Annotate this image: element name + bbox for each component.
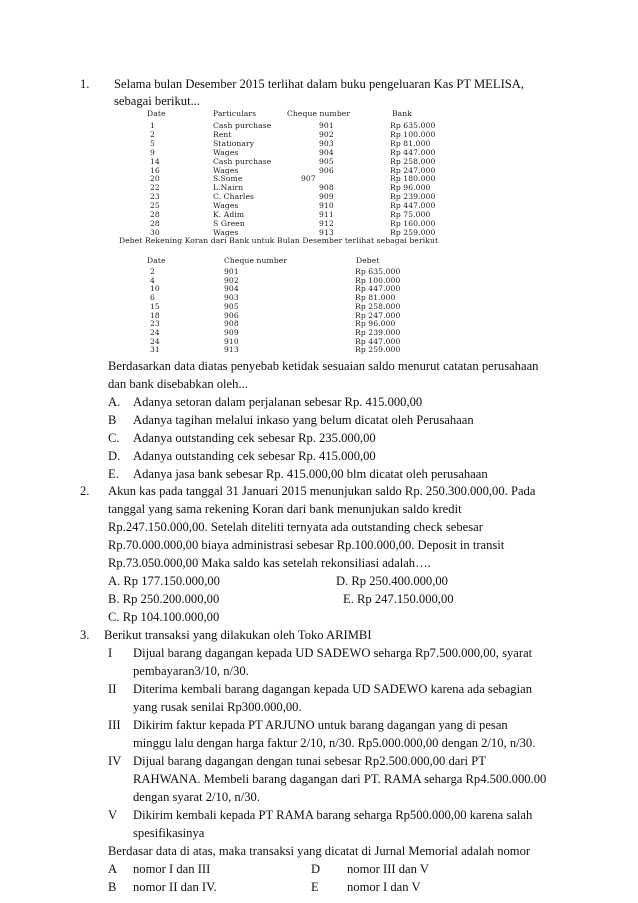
- q3-item-1-line-1: Dijual barang dagangan kepada UD SADEWO seharga Rp7.500.000,00, syarat: [133, 646, 533, 660]
- t2-header-debet: Debet: [356, 256, 380, 265]
- t1-header-bank: Bank: [392, 109, 412, 118]
- q3-item-4-line-3: dengan syarat 2/10, n/30.: [133, 790, 260, 804]
- t2-cell: 902: [224, 275, 239, 285]
- q3-item-4-roman: IV: [108, 754, 122, 768]
- q2-option-b: B. Rp 250.200.000,00: [108, 592, 220, 606]
- t2-header-date: Date: [147, 256, 166, 265]
- q3-item-1-line-2: pembayaran3/10, n/30.: [133, 664, 249, 678]
- q1-option-e-text: Adanya jasa bank sebesar Rp. 415.000,00 blm dicatat oleh perusahaan: [133, 467, 488, 481]
- t2-cell: 10: [150, 284, 160, 294]
- q3-option-d-text: nomor III dan V: [347, 862, 429, 876]
- q2-line-1: Akun kas pada tanggal 31 Januari 2015 menunjukan saldo Rp. 250.300.000,00. Pada: [108, 484, 536, 498]
- t1-cell: Wages: [213, 147, 239, 157]
- t2-cell: Rp 247.000: [355, 310, 401, 320]
- q1-option-c-letter: C.: [108, 431, 120, 445]
- q3-item-1-roman: I: [108, 646, 113, 660]
- t1-cell: C. Charles: [213, 192, 255, 202]
- t2-header-cheque: Cheque number: [224, 256, 288, 265]
- t1-cell: 16: [150, 165, 160, 175]
- t2-cell: 6: [150, 293, 155, 303]
- q3-option-a-text: nomor I dan III: [133, 862, 211, 876]
- q3-item-2-line-1: Diterima kembali barang dagangan kepada UD SADEWO karena ada sebagian: [133, 682, 532, 696]
- q3-option-b-letter: B: [108, 880, 117, 894]
- q3-option-e-text: nomor I dan V: [347, 880, 421, 894]
- t1-cell: 28: [150, 210, 160, 219]
- q3-intro: Berikut transaksi yang dilakukan oleh Toko ARIMBI: [104, 628, 372, 642]
- q2-option-e: E. Rp 247.150.000,00: [343, 592, 454, 606]
- t1-cell: 2: [150, 129, 155, 139]
- t2-cell: Rp 239.000: [355, 327, 401, 337]
- q1-option-d-text: Adanya outstanding cek sebesar Rp. 415.000,00: [133, 449, 376, 463]
- t1-cell: 907: [301, 174, 316, 184]
- t1-cell: K. Adim: [213, 210, 245, 219]
- t2-cell: 910: [224, 336, 239, 346]
- q1-stem-2: dan bank disebabkan oleh...: [108, 377, 248, 391]
- q1-stem-1: Berdasarkan data diatas penyebab ketidak sesuaian saldo menurut catatan perusahaan: [108, 359, 539, 373]
- q1-line-2: sebagai berikut...: [114, 94, 201, 108]
- t1-cell: Rp 100.000: [390, 129, 436, 139]
- q3-item-5-line-2: spesifikasinya: [133, 826, 205, 840]
- t1-header-date: Date: [147, 109, 166, 118]
- t1-cell: Rp 259.000: [390, 227, 436, 237]
- t1-cell: Rp 447.000: [390, 201, 436, 211]
- t2-cell: Rp 258.000: [355, 301, 401, 311]
- t2-cell: Rp 96.000: [355, 319, 396, 329]
- t1-cell: 14: [150, 156, 160, 166]
- q1-line-1: Selama bulan Desember 2015 terlihat dalam buku pengeluaran Kas PT MELISA,: [114, 77, 525, 91]
- q3-option-d-letter: D: [311, 862, 321, 876]
- t1-cell: L.Nairn: [213, 183, 244, 193]
- q1-option-c-text: Adanya outstanding cek sebesar Rp. 235.000,00: [133, 431, 376, 445]
- t1-cell: 901: [319, 121, 334, 130]
- q3-item-5-line-1: Dikirim kembali kepada PT RAMA barang seharga Rp500.000,00 karena salah: [133, 808, 533, 822]
- t2-cell: 24: [150, 336, 160, 346]
- t1-cell: Wages: [213, 165, 239, 175]
- t1-header-cheque: Cheque number: [287, 109, 351, 118]
- q2-line-5: Rp.73.050.000,00 Maka saldo kas setelah rekonsiliasi adalah….: [108, 556, 431, 570]
- t1-cell: 912: [319, 218, 334, 228]
- q3-item-2-roman: II: [108, 682, 117, 696]
- q2-line-3: Rp.247.150.000,00. Setelah diteliti ternyata ada outstanding check sebesar: [108, 520, 483, 534]
- t1-cell: Cash purchase: [213, 156, 272, 166]
- t1-cell: 9: [150, 147, 155, 157]
- table2-caption: Debet Rekening Koran dari Bank untuk Bulan Desember terlihat sebagai berikut: [119, 236, 439, 245]
- q3-item-4-line-1: Dijual barang dagangan dengan tunai sebesar Rp2.500.000,00 dari PT: [133, 754, 486, 768]
- t1-cell: 906: [319, 165, 334, 175]
- t1-cell: Rp 160.000: [390, 218, 436, 228]
- t1-cell: S.Some: [213, 174, 243, 184]
- t1-cell: Rp 180.000: [390, 174, 436, 184]
- q3-item-5-roman: V: [108, 808, 118, 822]
- t2-cell: 24: [150, 327, 160, 337]
- t2-cell: 15: [150, 301, 160, 311]
- t2-cell: 908: [224, 319, 239, 329]
- t2-cell: 906: [224, 310, 239, 320]
- t1-header-particulars: Particulars: [213, 109, 257, 118]
- q3-number: 3.: [80, 628, 90, 642]
- t1-cell: 905: [319, 156, 334, 166]
- t1-cell: Rp 239.000: [390, 192, 436, 202]
- t2-cell: 901: [224, 267, 239, 276]
- t1-cell: Cash purchase: [213, 121, 272, 130]
- t1-cell: Rp 258.000: [390, 156, 436, 166]
- t1-cell: 902: [319, 129, 334, 139]
- q2-line-2: tanggal yang sama rekening Koran dari bank menunjukan saldo kredit: [108, 502, 462, 516]
- t2-cell: 31: [150, 345, 160, 355]
- q3-stem: Berdasar data di atas, maka transaksi yang dicatat di Jurnal Memorial adalah nomor: [108, 844, 531, 858]
- t1-cell: 903: [319, 138, 334, 148]
- t1-cell: Rp 247.000: [390, 165, 436, 175]
- t1-cell: 28: [150, 218, 160, 228]
- q3-item-4-line-2: RAHWANA. Membeli barang dagangan dari PT. RAMA seharga Rp4.500.000.00: [133, 772, 547, 786]
- t2-cell: 23: [150, 319, 160, 329]
- t1-cell: 909: [319, 192, 334, 202]
- t1-cell: 908: [319, 183, 334, 193]
- t1-cell: Rp 81.000: [390, 138, 431, 148]
- t2-cell: 4: [150, 275, 155, 285]
- t2-cell: Rp 100.000: [355, 275, 401, 285]
- q3-option-b-text: nomor II dan IV.: [133, 880, 217, 894]
- t2-cell: 909: [224, 327, 239, 337]
- q1-option-e-letter: E.: [108, 467, 119, 481]
- t1-cell: Rp 96.000: [390, 183, 431, 193]
- t2-cell: Rp 635.000: [355, 267, 401, 276]
- t1-cell: Wages: [213, 227, 239, 237]
- q2-option-c: C. Rp 104.100.000,00: [108, 610, 220, 624]
- q2-option-a: A. Rp 177.150.000,00: [108, 574, 220, 588]
- t2-cell: Rp 447.000: [355, 336, 401, 346]
- t1-cell: Rp 75.000: [390, 210, 431, 219]
- t1-cell: 20: [150, 174, 160, 184]
- t1-cell: Wages: [213, 201, 239, 211]
- q3-option-a-letter: A: [108, 862, 118, 876]
- t2-cell: 18: [150, 310, 160, 320]
- q1-option-a-text: Adanya setoran dalam perjalanan sebesar Rp. 415.000,00: [133, 395, 423, 409]
- q1-option-a-letter: A.: [108, 395, 121, 409]
- q3-option-e-letter: E: [311, 880, 319, 894]
- t2-cell: 2: [150, 267, 155, 276]
- t1-cell: 904: [319, 147, 334, 157]
- q3-item-3-roman: III: [108, 718, 121, 732]
- t1-cell: Rent: [213, 129, 232, 139]
- q3-item-2-line-2: yang rusak senilai Rp300.000,00.: [133, 700, 302, 714]
- t1-cell: 910: [319, 201, 334, 211]
- q1-option-b-letter: B: [108, 413, 117, 427]
- t1-cell: Stationary: [213, 138, 255, 148]
- t1-cell: Rp 635.000: [390, 121, 436, 130]
- t1-cell: 23: [150, 192, 160, 202]
- t2-cell: Rp 259.000: [355, 345, 401, 355]
- q2-number: 2.: [80, 484, 90, 498]
- t2-cell: 904: [224, 284, 239, 294]
- t2-cell: Rp 81.000: [355, 293, 396, 303]
- q1-option-d-letter: D.: [108, 449, 121, 463]
- t1-cell: 911: [319, 210, 334, 219]
- q2-line-4: Rp.70.000.000,00 biaya administrasi sebesar Rp.100.000,00. Deposit in transit: [108, 538, 505, 552]
- t1-cell: 5: [150, 138, 155, 148]
- t2-cell: 903: [224, 293, 239, 303]
- t1-cell: 25: [150, 201, 160, 211]
- q1-option-b-text: Adanya tagihan melalui inkaso yang belum dicatat oleh Perusahaan: [133, 413, 474, 427]
- q3-item-3-line-1: Dikirim faktur kepada PT ARJUNO untuk barang dagangan yang di pesan: [133, 718, 508, 732]
- t1-cell: 913: [319, 227, 334, 237]
- t1-cell: Rp 447.000: [390, 147, 436, 157]
- q1-number: 1.: [80, 77, 90, 91]
- t1-cell: 1: [150, 121, 155, 130]
- t1-cell: 30: [150, 227, 160, 237]
- q3-item-3-line-2: minggu lalu dengan harga faktur 2/10, n/30. Rp5.000.000,00 dengan 2/10, n/30.: [133, 736, 536, 750]
- t2-cell: 913: [224, 345, 239, 355]
- t1-cell: 22: [150, 183, 160, 193]
- t2-cell: 905: [224, 301, 239, 311]
- t1-cell: S Green: [213, 218, 245, 228]
- t2-cell: Rp 447.000: [355, 284, 401, 294]
- q2-option-d: D. Rp 250.400.000,00: [336, 574, 448, 588]
